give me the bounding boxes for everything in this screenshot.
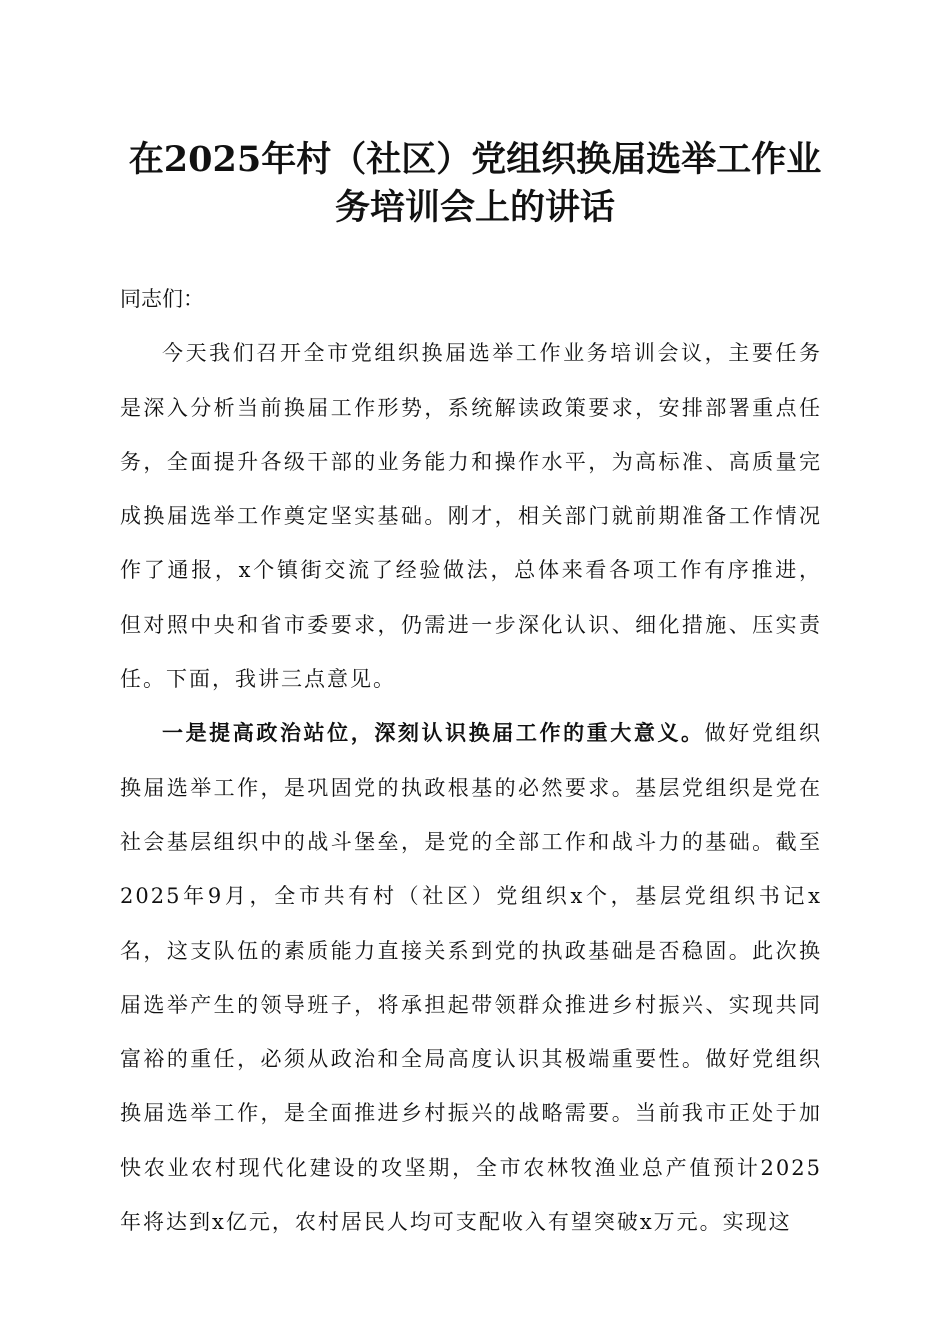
paragraph-text: 今天我们召开全市党组织换届选举工作业务培训会议，主要任务是深入分析当前换届工作形势，系统解读政策要求，安排部署重点任务，全面提升各级干部的业务能力和操作水平，为高标准、高质量完成换届选举工作奠定坚实基础。刚才，相关部门就前期准备工作情况作了通报，x个镇街交流了经验做法，总体来看各项工作有序推进，但对照中央和省市委要求，仍需进一步深化认识、细化措施、压实责任。下面，我讲三点意见。: [120, 341, 822, 692]
paragraph-text: 做好党组织换届选举工作，是巩固党的执政根基的必然要求。基层党组织是党在社会基层组织中的战斗堡垒，是党的全部工作和战斗力的基础。截至2025年9月，全市共有村（社区）党组织x个，基层党组织书记x名，这支队伍的素质能力直接关系到党的执政基础是否稳固。此次换届选举产生的领导班子，将承担起带领群众推进乡村振兴、实现共同富裕的重任，必须从政治和全局高度认识其极端重要性。做好党组织换届选举工作，是全面推进乡村振兴的战略需要。当前我市正处于加快农业农村现代化建设的攻坚期，全市农林牧渔业总产值预计2025年将达到x亿元，农村居民人均可支配收入有望突破x万元。实现这: [120, 721, 823, 1235]
document-title: 在2025年村（社区）党组织换届选举工作业务培训会上的讲话: [128, 139, 822, 228]
salutation: 同志们：: [120, 287, 204, 311]
document-body: [120, 272, 822, 1249]
paragraph-point-one: [120, 706, 822, 1249]
paragraph-intro: [120, 326, 822, 706]
paragraph-lead: 一是提高政治站位，深刻认识换届工作的重大意义。: [162, 720, 705, 746]
